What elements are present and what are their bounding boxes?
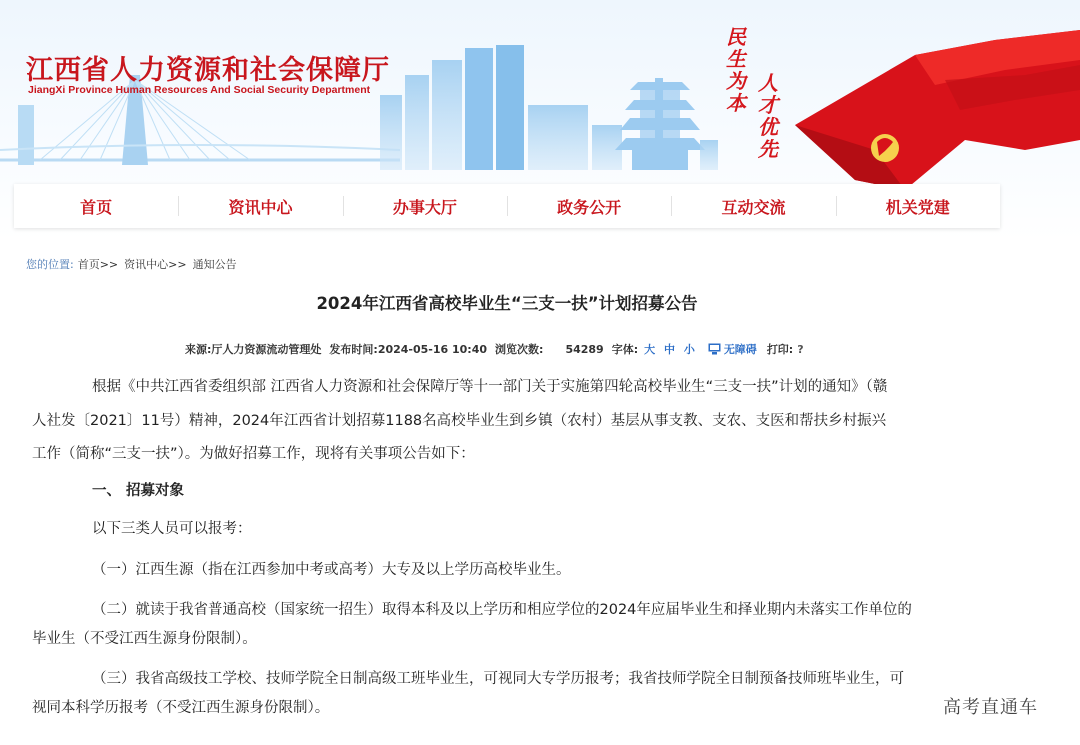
intro-line-2: 人社发〔2021〕11号）精神，2024年江西省计划招募1188名高校毕业生到乡镇（农村）基层从事支教、支农、支医和帮扶乡村振兴 [32,412,887,429]
views-label: 浏览次数: [495,343,544,356]
item2-line-1: （二）就读于我省普通高校（国家统一招生）取得本科及以上学历和相应学位的2024年应届毕业生和择业期内未落实工作单位的 [92,602,912,618]
nav-item-news[interactable]: 资讯中心 [178,184,342,228]
item3-line-1: （三）我省高级技工学校、技师学院全日制高级工班毕业生，可视同大专学历报考；我省技师学院全日制预备技师班毕业生，可 [92,671,904,687]
views-value: 54289 [565,342,604,356]
eligibility-item-2 [32,598,952,651]
slogan-left: 民生为本 [726,25,746,115]
font-size-label: 字体: [611,343,639,356]
section1-intro: 以下三类人员可以报考： [92,521,252,537]
font-size-medium[interactable]: 中 [663,343,675,356]
eligibility-item-1: （一）江西生源（指在江西参加中考或高考）大专及以上学历高校毕业生。 [92,561,571,578]
font-size-small[interactable]: 小 [683,343,695,356]
accessibility-link[interactable]: 无障碍 [723,343,757,356]
nav-item-service-hall[interactable]: 办事大厅 [343,184,507,228]
slogan-right: 人才优先 [758,71,778,161]
site-title-english: JiangXi Province Human Resources And Social Security Department [28,84,371,96]
nav-item-gov-affairs[interactable]: 政务公开 [507,184,671,228]
site-title[interactable]: 江西省人力资源和社会保障厅 [26,55,390,86]
section-heading-1: 一、 招募对象 [92,482,185,499]
article-body [32,375,952,720]
breadcrumb [26,256,237,272]
print-label: 打印: [766,343,794,356]
item2-line-2: 毕业生（不受江西生源身份限制）。 [32,630,257,647]
source-label: 来源: [185,343,212,356]
article-meta [185,341,804,357]
time-value: 2024-05-16 10:40 [377,342,488,356]
font-size-large[interactable]: 大 [644,343,656,356]
main-nav [14,184,1000,228]
print-button[interactable]: ? [797,342,804,356]
breadcrumb-label: 您的位置: [26,258,74,271]
nav-item-home[interactable]: 首页 [80,197,113,217]
party-flag-emblem [795,30,1080,190]
time-label: 发布时间: [329,343,378,356]
eligibility-item-3 [32,667,952,720]
intro-line-3: 工作（简称“三支一扶”）。为做好招募工作，现将有关事项公告如下： [32,446,475,462]
nav-item-party-building[interactable]: 机关党建 [836,184,1000,228]
article-title: 2024年江西省高校毕业生“三支一扶”计划招募公告 [316,294,698,313]
accessibility-icon[interactable] [708,343,721,355]
watermark: 高考直通车 [943,697,1038,718]
item3-line-2: 视同本科学历报考（不受江西生源身份限制）。 [32,699,330,716]
breadcrumb-notices[interactable]: 通知公告 [192,258,237,271]
intro-line-1: 根据《中共江西省委组织部 江西省人力资源和社会保障厅等十一部门关于实施第四轮高校毕业生“三支一扶”计划的通知》（赣 [92,379,888,395]
breadcrumb-home[interactable]: 首页>> [77,258,119,271]
font-size-controls [644,341,700,357]
breadcrumb-news[interactable]: 资讯中心>> [124,258,187,271]
nav-item-interaction[interactable]: 互动交流 [671,184,835,228]
source-value: 厅人力资源流动管理处 [211,343,322,356]
intro-paragraph [32,375,952,467]
